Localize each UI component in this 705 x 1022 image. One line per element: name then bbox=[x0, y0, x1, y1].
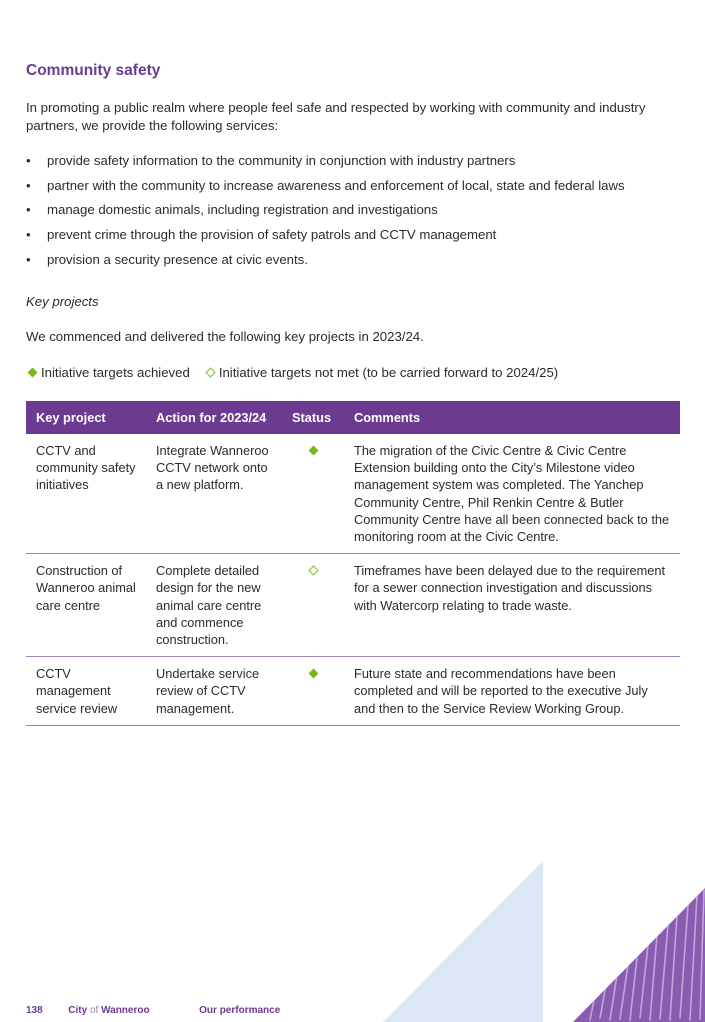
legend-achieved-label: Initiative targets achieved bbox=[41, 365, 190, 380]
bullet-icon: • bbox=[26, 177, 31, 193]
org-name: Wanneroo bbox=[101, 1005, 150, 1016]
blue-triangle-shape bbox=[383, 861, 543, 1022]
action-cell: Integrate Wanneroo CCTV network onto a new platform. bbox=[146, 434, 282, 554]
column-header-status: Status bbox=[282, 401, 344, 434]
list-item-text: provide safety information to the community in conjunction with industry partners bbox=[47, 153, 516, 168]
comments-cell: Future state and recommendations have been completed and will be reported to the executive July and then to the Service Review Working Group. bbox=[344, 657, 680, 726]
bullet-icon: • bbox=[26, 202, 31, 218]
page-number: 138 bbox=[26, 1005, 43, 1016]
legend-not-met-label: Initiative targets not met (to be carried forward to 2024/25) bbox=[218, 365, 559, 380]
list-item-text: manage domestic animals, including registration and investigations bbox=[47, 202, 438, 218]
column-header-action: Action for 2023/24 bbox=[146, 401, 282, 434]
project-cell: Construction of Wanneroo animal care centre bbox=[26, 554, 146, 657]
bullet-icon: • bbox=[26, 227, 31, 243]
list-item-text: partner with the community to increase awareness and enforcement of local, state and federal laws bbox=[47, 177, 625, 193]
project-cell: CCTV and community safety initiatives bbox=[26, 434, 146, 554]
footer-section: Our performance bbox=[199, 1005, 281, 1016]
key-projects-label: Key projects bbox=[26, 294, 99, 309]
column-header-comments: Comments bbox=[344, 401, 680, 434]
section-heading: Community safety bbox=[26, 62, 161, 79]
key-projects-intro: We commenced and delivered the following key projects in 2023/24. bbox=[26, 329, 424, 344]
column-header-key-project: Key project bbox=[26, 401, 146, 434]
action-cell: Undertake service review of CCTV management. bbox=[146, 657, 282, 726]
comments-cell: The migration of the Civic Centre & Civic Centre Extension building onto the City’s Milestone video management system was completed. The Yanchep Community Centre, Phil Renkin Centre & Butler Community Centre have all been connected back to the monitoring room at the Civic Centre. bbox=[344, 434, 680, 554]
project-cell: CCTV management service review bbox=[26, 657, 146, 726]
list-item-text: provision a security presence at civic events. bbox=[47, 251, 308, 267]
intro-paragraph: In promoting a public realm where people feel safe and respected by working with community and industry partners, we provide the following services: bbox=[26, 100, 646, 133]
action-cell: Complete detailed design for the new animal care centre and commence construction. bbox=[146, 554, 282, 657]
bullet-icon: • bbox=[26, 251, 31, 267]
bullet-icon: • bbox=[26, 153, 31, 168]
page-footer bbox=[26, 1005, 280, 1016]
list-item-text: prevent crime through the provision of safety patrols and CCTV management bbox=[47, 227, 497, 243]
comments-cell: Timeframes have been delayed due to the requirement for a sewer connection investigation and discussions with Watercorp relating to trade waste. bbox=[344, 554, 680, 657]
org-city: City bbox=[68, 1005, 88, 1016]
org-of: of bbox=[89, 1005, 99, 1016]
